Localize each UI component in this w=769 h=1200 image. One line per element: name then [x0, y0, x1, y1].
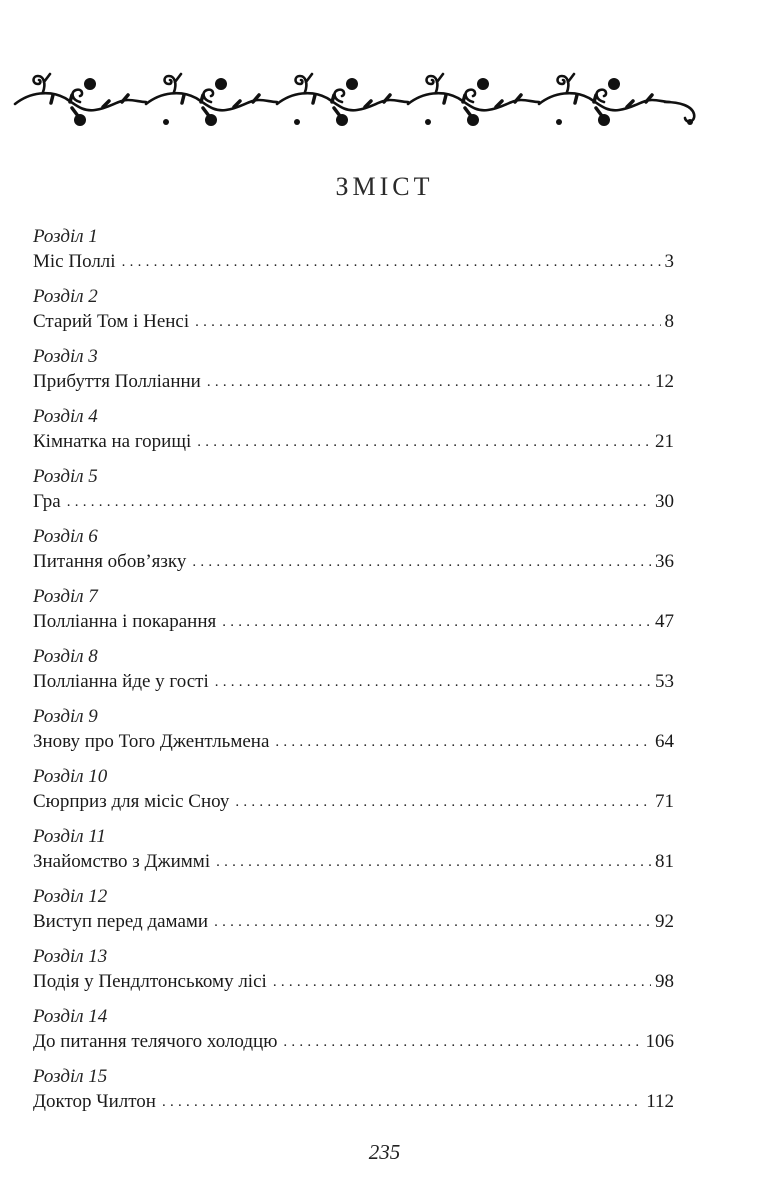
chapter-label: Розділ 4: [33, 406, 98, 427]
chapter-title: До питання телячого холодцю: [33, 1031, 278, 1052]
chapter-label: Розділ 13: [33, 946, 108, 967]
page-number: 30: [655, 491, 674, 512]
page-folio-number: 235: [368, 1140, 401, 1164]
dot-leader: [197, 430, 651, 454]
dot-leader: [235, 790, 651, 814]
dot-leader: [273, 970, 651, 994]
chapter-title: Полліанна і покарання: [33, 611, 217, 632]
page-number: 21: [655, 431, 674, 452]
chapter-title: Знайомство з Джиммі: [33, 851, 211, 872]
page-number: 8: [664, 311, 674, 332]
toc-entry[interactable]: [33, 946, 674, 1006]
chapter-label: Розділ 3: [33, 346, 98, 367]
page-number: 3: [664, 251, 674, 272]
dot-leader: [283, 1030, 641, 1054]
page-number: 98: [655, 971, 674, 992]
toc-entry[interactable]: [33, 226, 674, 286]
table-of-contents: [33, 226, 674, 1126]
toc-entry[interactable]: [33, 1066, 674, 1126]
page-number: 92: [655, 911, 674, 932]
toc-entry[interactable]: [33, 1006, 674, 1066]
toc-entry[interactable]: [33, 886, 674, 946]
toc-entry[interactable]: [33, 286, 674, 346]
chapter-label: Розділ 15: [33, 1066, 108, 1087]
chapter-label: Розділ 5: [33, 466, 98, 487]
chapter-label: Розділ 11: [33, 826, 106, 847]
chapter-label: Розділ 8: [33, 646, 98, 667]
page-number: 36: [655, 551, 674, 572]
chapter-title: Питання обов’язку: [33, 551, 187, 572]
page-number: 71: [655, 791, 674, 812]
chapter-label: Розділ 2: [33, 286, 98, 307]
page-number: 112: [646, 1091, 674, 1112]
page-number: 47: [655, 611, 674, 632]
chapter-title: Кімнатка на горищі: [33, 431, 192, 452]
chapter-label: Розділ 6: [33, 526, 98, 547]
toc-entry[interactable]: [33, 646, 674, 706]
page-number: 81: [655, 851, 674, 872]
page-number: 106: [645, 1031, 674, 1052]
chapter-label: Розділ 7: [33, 586, 98, 607]
chapter-title: Виступ перед дамами: [33, 911, 209, 932]
toc-entry[interactable]: [33, 346, 674, 406]
floral-vine-ornament-icon: [10, 62, 700, 132]
page-heading: ЗМІСТ: [335, 172, 434, 201]
toc-entry[interactable]: [33, 586, 674, 646]
dot-leader: [215, 670, 651, 694]
chapter-title: Міс Поллі: [33, 251, 116, 272]
dot-leader: [192, 550, 651, 574]
dot-leader: [207, 370, 651, 394]
chapter-label: Розділ 12: [33, 886, 108, 907]
chapter-title: Гра: [33, 491, 61, 512]
chapter-title: Старий Том і Ненсі: [33, 311, 190, 332]
toc-entry[interactable]: [33, 826, 674, 886]
chapter-title: Подія у Пендлтонському лісі: [33, 971, 267, 992]
chapter-title: Прибуття Полліанни: [33, 371, 201, 392]
chapter-title: Сюрприз для місіс Сноу: [33, 791, 230, 812]
dot-leader: [195, 310, 660, 334]
toc-entry[interactable]: [33, 766, 674, 826]
chapter-title: Полліанна йде у гості: [33, 671, 209, 692]
dot-leader: [222, 610, 651, 634]
dot-leader: [67, 490, 651, 514]
dot-leader: [216, 850, 651, 874]
chapter-title: Знову про Того Джентльмена: [33, 731, 270, 752]
page-number: 64: [655, 731, 674, 752]
dot-leader: [214, 910, 651, 934]
page-number: 53: [655, 671, 674, 692]
chapter-label: Розділ 1: [33, 226, 98, 247]
dot-leader: [275, 730, 651, 754]
chapter-label: Розділ 14: [33, 1006, 108, 1027]
chapter-label: Розділ 9: [33, 706, 98, 727]
chapter-label: Розділ 10: [33, 766, 108, 787]
toc-entry[interactable]: [33, 526, 674, 586]
dot-leader: [162, 1090, 642, 1114]
page-number: 12: [655, 371, 674, 392]
chapter-title: Доктор Чилтон: [33, 1091, 156, 1112]
toc-entry[interactable]: [33, 466, 674, 526]
dot-leader: [122, 250, 661, 274]
toc-entry[interactable]: [33, 406, 674, 466]
toc-entry[interactable]: [33, 706, 674, 766]
